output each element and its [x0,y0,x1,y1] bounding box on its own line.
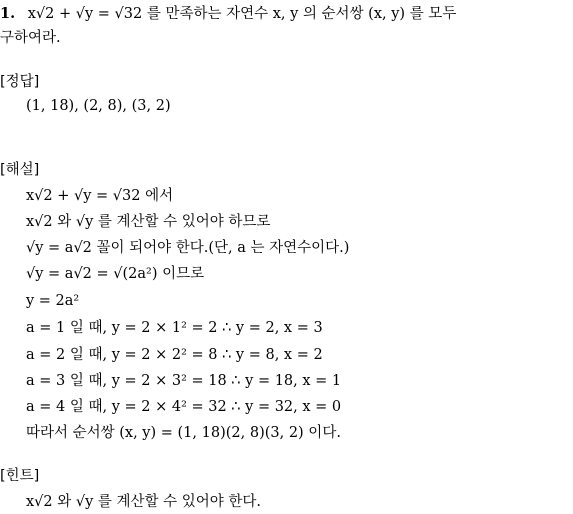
explanation-line: a = 3 일 때, y = 2 × 3² = 18 ∴ y = 18, x = 1 [26,373,342,389]
answer-header: [정답] [0,74,40,90]
explanation-line: √y = a√2 = √(2a²) 이므로 [26,266,205,282]
explanation-line: x√2 + √y = √32 에서 [26,188,174,204]
problem-line-2: 구하여라. [0,30,61,46]
explanation-line: x√2 와 √y 를 계산할 수 있어야 하므로 [26,214,271,230]
explanation-header: [해설] [0,162,40,178]
explanation-line: y = 2a² [26,293,80,309]
problem-text-1: 를 만족하는 자연수 x, y 의 순서쌍 (x, y) 를 모두 [146,6,457,22]
problem-condition: x√2 + √y = √32 [27,6,143,22]
explanation-line: √y = a√2 꼴이 되어야 한다.(단, a 는 자연수이다.) [26,240,350,256]
hint-line: x√2 와 √y 를 계산할 수 있어야 한다. [26,494,262,510]
problem-line-1 [0,4,456,24]
explanation-line: a = 4 일 때, y = 2 × 4² = 32 ∴ y = 32, x = 0 [26,399,342,415]
explanation-line: a = 2 일 때, y = 2 × 2² = 8 ∴ y = 8, x = 2 [26,347,323,363]
hint-header: [힌트] [0,468,40,484]
explanation-line: a = 1 일 때, y = 2 × 1² = 2 ∴ y = 2, x = 3 [26,320,323,336]
answer-value: (1, 18), (2, 8), (3, 2) [26,98,171,114]
problem-number: 1. [0,5,16,22]
explanation-line: 따라서 순서쌍 (x, y) = (1, 18)(2, 8)(3, 2) 이다. [26,425,341,441]
